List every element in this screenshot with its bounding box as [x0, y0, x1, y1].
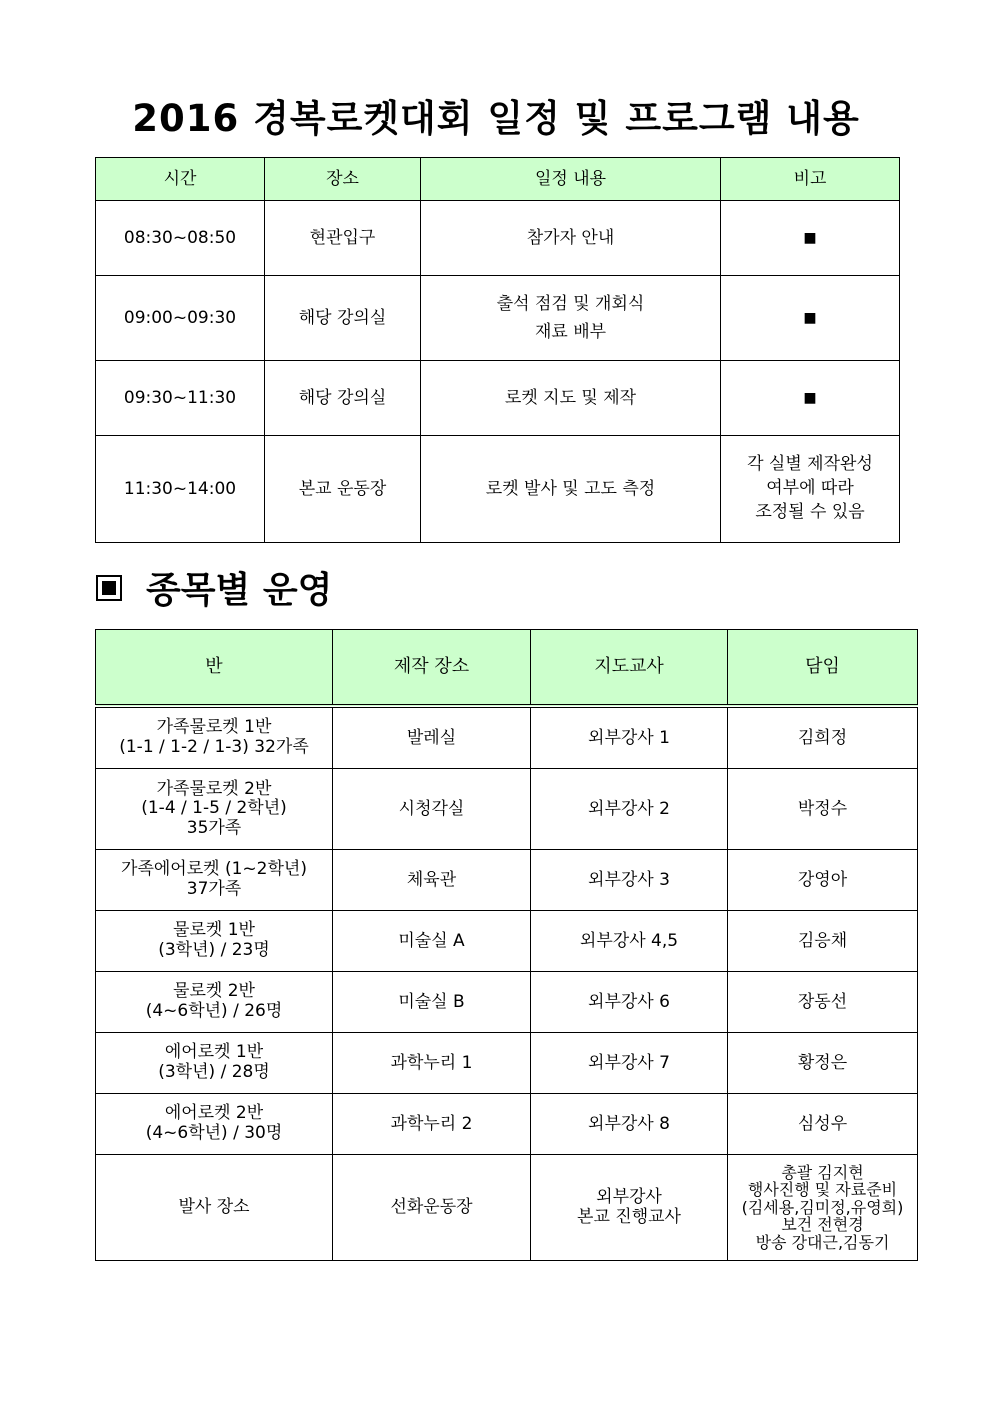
- page-title: 2016 경복로켓대회 일정 및 프로그램 내용: [132, 97, 860, 140]
- ops-row: [96, 911, 918, 972]
- ops-class: 가족물로켓 2반 (1-4 / 1-5 / 2학년) 35가족: [96, 769, 333, 850]
- ops-row: [96, 1155, 918, 1261]
- schedule-row: [96, 436, 900, 543]
- schedule-note: ■: [721, 201, 900, 276]
- schedule-place: 현관입구: [265, 201, 421, 276]
- schedule-header-time: 시간: [96, 158, 265, 201]
- schedule-header-place: 장소: [265, 158, 421, 201]
- ops-class: 가족물로켓 1반 (1-1 / 1-2 / 1-3) 32가족: [96, 706, 333, 769]
- section-title: 종목별 운영: [146, 570, 333, 611]
- ops-row: [96, 1033, 918, 1094]
- schedule-note: 각 실별 제작완성 여부에 따라 조정될 수 있음: [721, 436, 900, 543]
- ops-teacher: 외부강사 8: [531, 1094, 728, 1155]
- ops-header-teacher: 지도교사: [531, 630, 728, 707]
- ops-class: 물로켓 2반 (4~6학년) / 26명: [96, 972, 333, 1033]
- ops-class: 물로켓 1반 (3학년) / 23명: [96, 911, 333, 972]
- ops-row: [96, 706, 918, 769]
- ops-place: 선화운동장: [333, 1155, 531, 1261]
- ops-row: [96, 850, 918, 911]
- ops-header-place: 제작 장소: [333, 630, 531, 707]
- ops-homeroom: 김희정: [728, 706, 918, 769]
- ops-teacher: 외부강사 4,5: [531, 911, 728, 972]
- ops-homeroom: 장동선: [728, 972, 918, 1033]
- schedule-header-note: 비고: [721, 158, 900, 201]
- ops-header-row: [96, 630, 918, 707]
- ops-teacher: 외부강사 본교 진행교사: [531, 1155, 728, 1261]
- ops-place: 체육관: [333, 850, 531, 911]
- schedule-time: 09:00~09:30: [96, 276, 265, 361]
- ops-class: 에어로켓 1반 (3학년) / 28명: [96, 1033, 333, 1094]
- ops-class: 에어로켓 2반 (4~6학년) / 30명: [96, 1094, 333, 1155]
- schedule-content: 로켓 발사 및 고도 측정: [421, 436, 721, 543]
- schedule-content: 참가자 안내: [421, 201, 721, 276]
- schedule-time: 11:30~14:00: [96, 436, 265, 543]
- ops-teacher: 외부강사 2: [531, 769, 728, 850]
- ops-row: [96, 972, 918, 1033]
- schedule-place: 해당 강의실: [265, 361, 421, 436]
- ops-row: [96, 1094, 918, 1155]
- ops-header-homeroom: 담임: [728, 630, 918, 707]
- ops-row: [96, 769, 918, 850]
- schedule-header-row: [96, 158, 900, 201]
- ops-place: 발레실: [333, 706, 531, 769]
- ops-teacher: 외부강사 6: [531, 972, 728, 1033]
- schedule-note: ■: [721, 361, 900, 436]
- schedule-place: 본교 운동장: [265, 436, 421, 543]
- operations-table: [95, 629, 918, 1261]
- schedule-row: [96, 276, 900, 361]
- ops-teacher: 외부강사 3: [531, 850, 728, 911]
- ops-place: 과학누리 1: [333, 1033, 531, 1094]
- ops-homeroom: 김응채: [728, 911, 918, 972]
- ops-place: 과학누리 2: [333, 1094, 531, 1155]
- ops-homeroom: 황정은: [728, 1033, 918, 1094]
- square-bullet-icon: [96, 575, 122, 601]
- ops-class: 발사 장소: [96, 1155, 333, 1261]
- ops-teacher: 외부강사 1: [531, 706, 728, 769]
- ops-teacher: 외부강사 7: [531, 1033, 728, 1094]
- ops-class: 가족에어로켓 (1~2학년) 37가족: [96, 850, 333, 911]
- ops-header-class: 반: [96, 630, 333, 707]
- ops-place: 미술실 B: [333, 972, 531, 1033]
- ops-homeroom: 심성우: [728, 1094, 918, 1155]
- schedule-content: 출석 점검 및 개회식 재료 배부: [421, 276, 721, 361]
- ops-homeroom: 총괄 김지현 행사진행 및 자료준비 (김세용,김미정,유영희) 보건 전현경 방송 강대근,김동기: [728, 1155, 918, 1261]
- schedule-place: 해당 강의실: [265, 276, 421, 361]
- schedule-time: 08:30~08:50: [96, 201, 265, 276]
- schedule-row: [96, 361, 900, 436]
- ops-homeroom: 박정수: [728, 769, 918, 850]
- schedule-header-content: 일정 내용: [421, 158, 721, 201]
- schedule-row: [96, 201, 900, 276]
- schedule-table: [95, 157, 900, 543]
- section-heading: [96, 562, 332, 613]
- schedule-note: ■: [721, 276, 900, 361]
- ops-place: 시청각실: [333, 769, 531, 850]
- schedule-content: 로켓 지도 및 제작: [421, 361, 721, 436]
- ops-homeroom: 강영아: [728, 850, 918, 911]
- schedule-time: 09:30~11:30: [96, 361, 265, 436]
- ops-place: 미술실 A: [333, 911, 531, 972]
